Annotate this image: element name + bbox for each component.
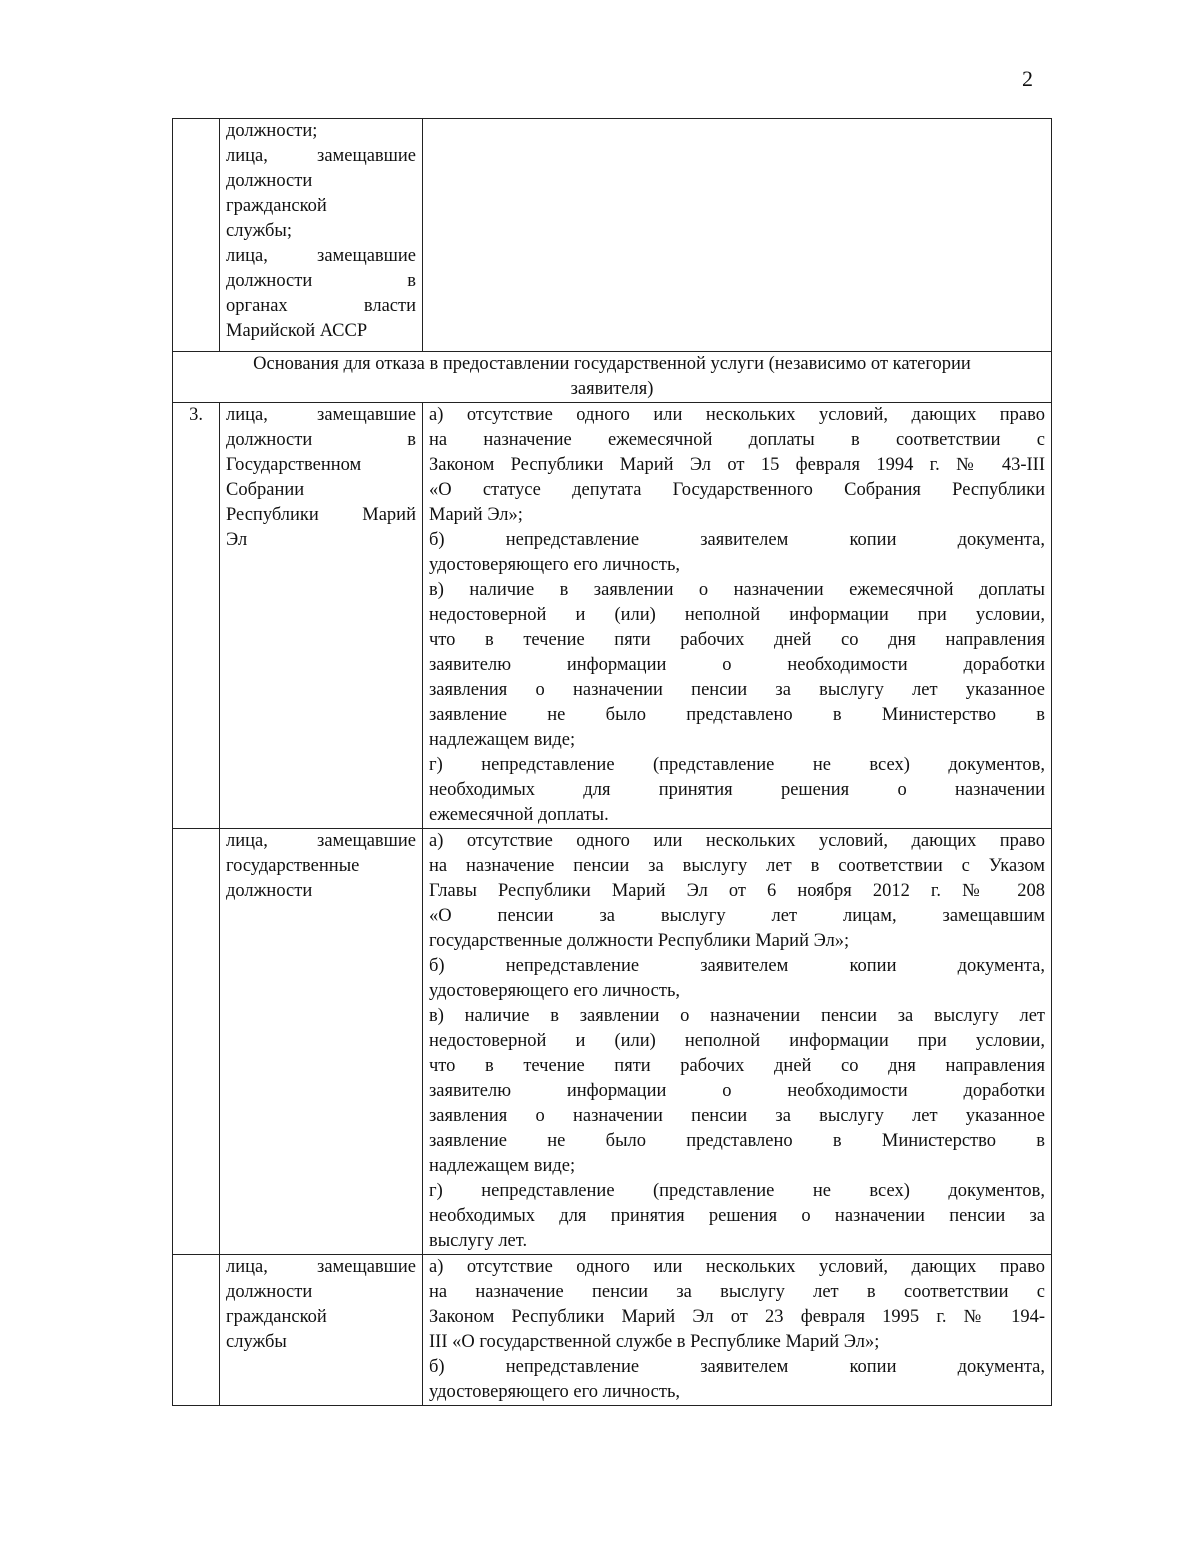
- category-line: должности: [226, 881, 313, 901]
- category-line: Государственном: [226, 455, 362, 475]
- text-cell: [423, 829, 1052, 1255]
- table-row: [173, 403, 1052, 829]
- text-line: III «О государственной службе в Республике Марий Эл»;: [429, 1332, 880, 1352]
- category-line: Республики Марий: [226, 505, 416, 525]
- table-row: [173, 829, 1052, 1255]
- section-heading-line: Основания для отказа в предоставлении государственной услуги (независимо от категории: [253, 354, 971, 374]
- text-line: удостоверяющего его личность,: [429, 1382, 681, 1402]
- text-line: г) непредставление (представление не всех) документов,: [429, 1181, 1045, 1201]
- text-line: надлежащем виде;: [429, 730, 576, 750]
- category-line: гражданской: [226, 196, 327, 216]
- text-line: а) отсутствие одного или нескольких условий, дающих право: [429, 405, 1045, 425]
- category-line: Собрании: [226, 480, 305, 500]
- category-line: лица, замещавшие: [226, 405, 416, 425]
- num-cell: [173, 119, 220, 352]
- text-line: а) отсутствие одного или нескольких условий, дающих право: [429, 831, 1045, 851]
- text-line: б) непредставление заявителем копии документа,: [429, 530, 1045, 550]
- category-line: гражданской: [226, 1307, 327, 1327]
- text-line: заявление не было представлено в Министерство в: [429, 1131, 1045, 1151]
- row-number: [173, 829, 220, 1255]
- text-line: ежемесячной доплаты.: [429, 805, 609, 825]
- text-cell: [423, 119, 1052, 352]
- category-line: должности в: [226, 430, 416, 450]
- category-line: лица, замещавшие: [226, 146, 416, 166]
- text-line: недостоверной и (или) неполной информации при условии,: [429, 1031, 1045, 1051]
- category-line: должности в: [226, 271, 416, 291]
- category-line: должности: [226, 171, 313, 191]
- text-cell: [423, 403, 1052, 829]
- text-line: удостоверяющего его личность,: [429, 981, 681, 1001]
- text-cell: [423, 1255, 1052, 1406]
- section-heading: [173, 352, 1052, 403]
- text-line: «О статусе депутата Государственного Собрания Республики: [429, 480, 1045, 500]
- page-number: 2: [1022, 66, 1033, 91]
- text-line: недостоверной и (или) неполной информации при условии,: [429, 605, 1045, 625]
- category-line: службы;: [226, 221, 292, 241]
- row-number: 3.: [173, 403, 220, 829]
- text-line: выслугу лет.: [429, 1231, 528, 1251]
- row-number: [173, 1255, 220, 1406]
- text-line: удостоверяющего его личность,: [429, 555, 681, 575]
- category-line: должности;: [226, 121, 318, 141]
- text-line: заявление не было представлено в Министерство в: [429, 705, 1045, 725]
- text-line: надлежащем виде;: [429, 1156, 576, 1176]
- category-line: должности: [226, 1282, 313, 1302]
- category-cell: [220, 403, 423, 829]
- category-line: лица, замещавшие: [226, 246, 416, 266]
- section-heading-row: [173, 352, 1052, 403]
- text-line: а) отсутствие одного или нескольких условий, дающих право: [429, 1257, 1045, 1277]
- text-line: заявления о назначении пенсии за выслугу лет указанное: [429, 1106, 1045, 1126]
- text-line: необходимых для принятия решения о назначении пенсии за: [429, 1206, 1045, 1226]
- category-line: лица, замещавшие: [226, 1257, 416, 1277]
- text-line: б) непредставление заявителем копии документа,: [429, 1357, 1045, 1377]
- category-line: Марийской АССР: [226, 321, 368, 341]
- category-line: государственные: [226, 856, 360, 876]
- category-line: Эл: [226, 530, 248, 550]
- text-line: заявителю информации о необходимости доработки: [429, 1081, 1045, 1101]
- text-line: Главы Республики Марий Эл от 6 ноября 2012 г. № 208: [429, 881, 1045, 901]
- category-line: службы: [226, 1332, 287, 1352]
- text-line: на назначение ежемесячной доплаты в соответствии с: [429, 430, 1045, 450]
- text-line: на назначение пенсии за выслугу лет в соответствии с: [429, 1282, 1045, 1302]
- text-line: Марий Эл»;: [429, 505, 523, 525]
- category-line: лица, замещавшие: [226, 831, 416, 851]
- text-line: на назначение пенсии за выслугу лет в соответствии с Указом: [429, 856, 1045, 876]
- text-line: «О пенсии за выслугу лет лицам, замещавшим: [429, 906, 1045, 926]
- text-line: Законом Республики Марий Эл от 15 февраля 1994 г. № 43-III: [429, 455, 1045, 475]
- text-line: необходимых для принятия решения о назначении: [429, 780, 1045, 800]
- text-line: Законом Республики Марий Эл от 23 февраля 1995 г. № 194-: [429, 1307, 1045, 1327]
- text-line: в) наличие в заявлении о назначении ежемесячной доплаты: [429, 580, 1045, 600]
- category-cell: [220, 119, 423, 352]
- text-line: г) непредставление (представление не всех) документов,: [429, 755, 1045, 775]
- grounds-table: [172, 118, 1052, 1406]
- text-line: б) непредставление заявителем копии документа,: [429, 956, 1045, 976]
- table-row: [173, 1255, 1052, 1406]
- text-line: в) наличие в заявлении о назначении пенсии за выслугу лет: [429, 1006, 1045, 1026]
- continuation-row: [173, 119, 1052, 352]
- text-line: что в течение пяти рабочих дней со дня направления: [429, 630, 1045, 650]
- text-line: заявления о назначении пенсии за выслугу лет указанное: [429, 680, 1045, 700]
- section-heading-line: заявителя): [570, 379, 654, 399]
- category-cell: [220, 829, 423, 1255]
- text-line: что в течение пяти рабочих дней со дня направления: [429, 1056, 1045, 1076]
- text-line: заявителю информации о необходимости доработки: [429, 655, 1045, 675]
- text-line: государственные должности Республики Марий Эл»;: [429, 931, 850, 951]
- category-line: органах власти: [226, 296, 416, 316]
- category-cell: [220, 1255, 423, 1406]
